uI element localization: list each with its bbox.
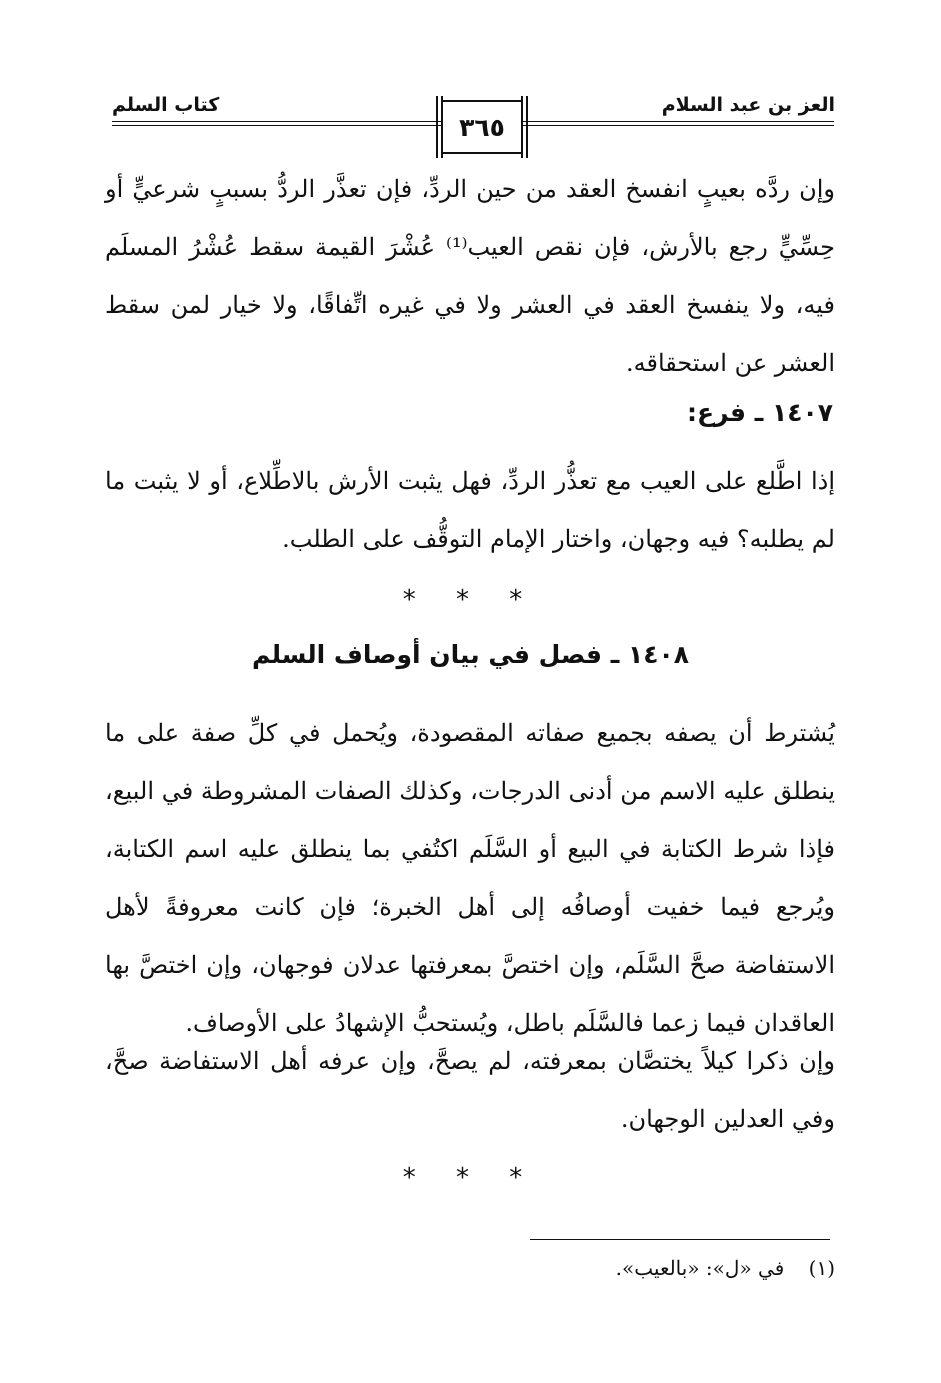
page-number-frame: [441, 100, 523, 154]
page-number: ٣٦٥: [459, 112, 505, 142]
paragraph-arsh-question: إذا اطَّلع على العيب مع تعذُّر الردِّ، فهل يثبت الأرش بالاطِّلاع، أو لا يثبت ما لم يطلبه؟ فيه وجهان، واختار الإمام التوقُّف على الطلب.: [105, 467, 835, 553]
section-heading-1408: ١٤٠٨ ـ فصل في بيان أوصاف السلم: [251, 640, 689, 669]
footnote-rule: [530, 1239, 830, 1240]
running-header-author: العز بن عبد السلام: [661, 94, 835, 116]
running-header-book-title: كتاب السلم: [112, 94, 220, 116]
paragraph-salam-descriptions: يُشترط أن يصفه بجميع صفاته المقصودة، ويُحمل في كلِّ صفة على ما ينطلق عليه الاسم من أدنى الدرجات، وكذلك الصفات المشروطة في البيع، فإذا شرط الكتابة في البيع أو السَّلَم اكتُفي بما ينطلق عليه اسم الكتابة، ويُرجع فيما خفيت أوصافُه إلى أهل الخبرة؛ فإن كانت معروفةً لأهل الاستفاضة صحَّ السَّلَم، وإن اختصَّ بمعرفتها عدلان فوجهان، وإن اختصَّ بها العاقدان فيما زعما فالسَّلَم باطل، ويُستحبُّ الإشهادُ على الأوصاف.: [105, 719, 835, 1037]
subheading-far-1407: ١٤٠٧ ـ فرع:: [687, 398, 833, 427]
footnote-number: (١): [808, 1256, 835, 1280]
section-separator-stars: * * *: [402, 585, 539, 615]
section-separator-stars-2: * * *: [402, 1163, 539, 1193]
paragraph-measure: وإن ذكرا كيلاً يختصَّان بمعرفته، لم يصحَّ، وإن عرفه أهل الاستفاضة صحَّ، وفي العدلين الوجهان.: [105, 1047, 835, 1133]
footnote-text: في «ل»: «بالعيب».: [615, 1256, 785, 1280]
paragraph-return-defect: وإن ردَّه بعيبٍ انفسخ العقد من حين الردِّ، فإن تعذَّر الردُّ بسببٍ شرعيٍّ أو حِسِّيٍّ رجع بالأرش، فإن نقص العيب⁽¹⁾ عُشْرَ القيمة سقط عُشْرُ المسلَم فيه، ولا ينفسخ العقد في العشر ولا في غيره اتِّفاقًا، ولا خيار لمن سقط العشر عن استحقاقه.: [105, 175, 836, 377]
footnote: [616, 1256, 835, 1280]
